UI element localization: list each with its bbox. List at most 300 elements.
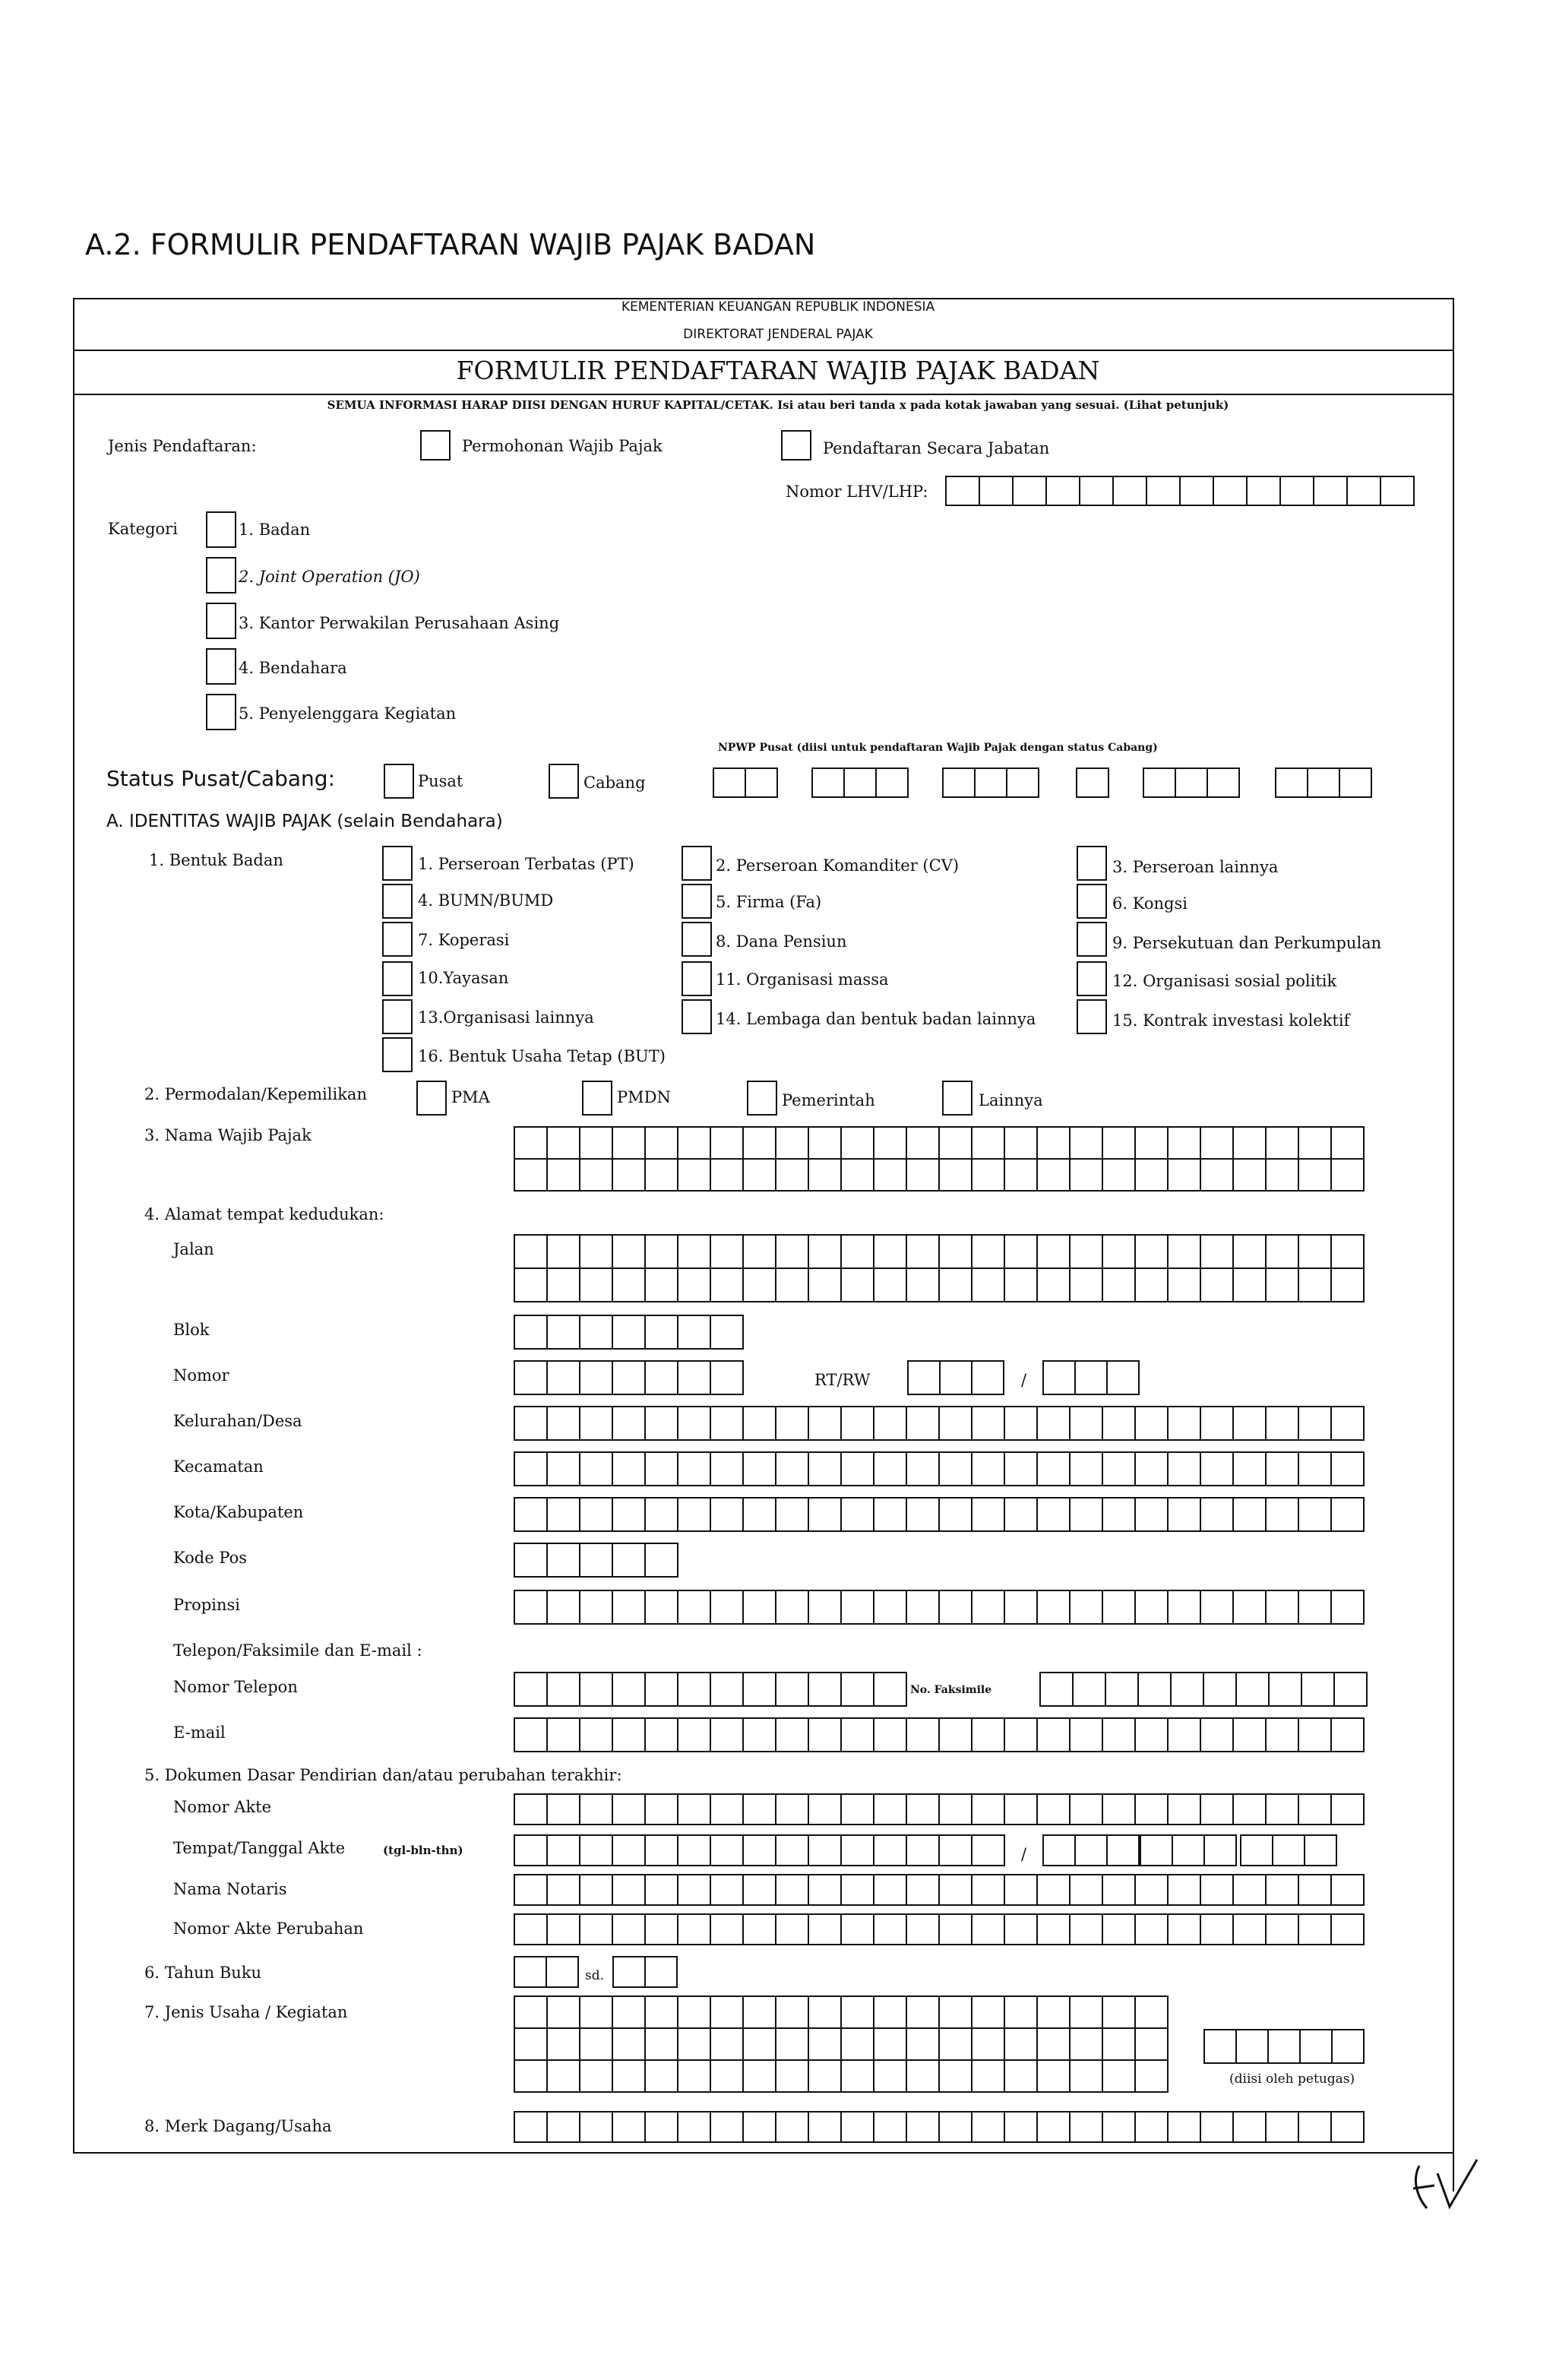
char-box[interactable] [1298, 1874, 1332, 1906]
char-box[interactable] [775, 1126, 809, 1160]
char-box[interactable] [742, 1672, 776, 1707]
char-box[interactable] [840, 2111, 874, 2143]
jalan-input[interactable] [514, 1234, 1363, 1301]
char-box[interactable] [938, 1717, 972, 1752]
char-box[interactable] [710, 1158, 744, 1192]
char-box[interactable] [644, 1126, 678, 1160]
char-box[interactable] [710, 2059, 744, 2093]
char-box[interactable] [1304, 1834, 1337, 1866]
char-box[interactable] [1200, 1406, 1234, 1441]
char-box[interactable] [546, 1234, 580, 1269]
char-box[interactable] [938, 1874, 972, 1906]
char-box[interactable] [971, 1406, 1005, 1441]
char-box[interactable] [906, 1451, 940, 1486]
faksimile-input[interactable] [1039, 1672, 1366, 1707]
char-box[interactable] [1069, 1497, 1103, 1532]
char-box[interactable] [677, 2027, 711, 2061]
char-box[interactable] [612, 1451, 646, 1486]
char-box[interactable] [971, 1234, 1005, 1269]
char-box[interactable] [742, 1995, 776, 2029]
char-box[interactable] [906, 1268, 940, 1302]
pusat-checkbox[interactable] [384, 764, 414, 799]
char-box[interactable] [775, 1406, 809, 1441]
char-box[interactable] [873, 1793, 907, 1825]
char-box[interactable] [840, 1672, 874, 1707]
char-box[interactable] [1380, 476, 1415, 506]
char-box[interactable] [1134, 1497, 1169, 1532]
char-box[interactable] [1134, 1913, 1169, 1945]
char-box[interactable] [1232, 1590, 1267, 1625]
char-box[interactable] [1200, 1874, 1234, 1906]
char-box[interactable] [514, 1913, 548, 1945]
tanggal-akte-year[interactable] [1240, 1834, 1336, 1866]
char-box[interactable] [514, 2111, 548, 2143]
char-box[interactable] [1298, 2111, 1332, 2143]
char-box[interactable] [1006, 767, 1039, 798]
char-box[interactable] [1232, 1793, 1267, 1825]
char-box[interactable] [579, 1406, 613, 1441]
char-box[interactable] [938, 1590, 972, 1625]
char-box[interactable] [579, 2111, 613, 2143]
kodepos-input[interactable] [514, 1543, 677, 1578]
char-box[interactable] [1313, 476, 1348, 506]
char-box[interactable] [1232, 1158, 1267, 1192]
char-box[interactable] [579, 1913, 613, 1945]
char-box[interactable] [1203, 2029, 1237, 2064]
char-box[interactable] [1036, 1717, 1071, 1752]
char-box[interactable] [1232, 1126, 1267, 1160]
char-box[interactable] [612, 1995, 646, 2029]
char-box[interactable] [938, 1451, 972, 1486]
char-box[interactable] [1200, 2111, 1234, 2143]
char-box[interactable] [677, 2111, 711, 2143]
char-box[interactable] [1298, 1793, 1332, 1825]
char-box[interactable] [1330, 1268, 1365, 1302]
char-box[interactable] [1298, 1451, 1332, 1486]
char-box[interactable] [1036, 1590, 1071, 1625]
kecamatan-input[interactable] [514, 1451, 1363, 1486]
char-box[interactable] [742, 1234, 776, 1269]
kategori-checkbox-1[interactable] [206, 511, 236, 548]
char-box[interactable] [906, 1158, 940, 1192]
char-box[interactable] [612, 2027, 646, 2061]
char-box[interactable] [840, 1874, 874, 1906]
char-box[interactable] [677, 1268, 711, 1302]
char-box[interactable] [677, 2059, 711, 2093]
char-box[interactable] [971, 2111, 1005, 2143]
char-box[interactable] [1265, 1497, 1299, 1532]
char-box[interactable] [514, 1956, 547, 1988]
char-box[interactable] [546, 1793, 580, 1825]
char-box[interactable] [579, 1717, 613, 1752]
char-box[interactable] [514, 1793, 548, 1825]
npwp-pusat-segment-4[interactable] [1076, 767, 1108, 798]
char-box[interactable] [873, 1834, 907, 1866]
char-box[interactable] [1330, 1126, 1365, 1160]
char-box[interactable] [644, 1717, 678, 1752]
char-box[interactable] [1112, 476, 1147, 506]
char-box[interactable] [1004, 1451, 1038, 1486]
char-box[interactable] [775, 1158, 809, 1192]
char-box[interactable] [710, 1406, 744, 1441]
char-box[interactable] [546, 1913, 580, 1945]
char-box[interactable] [1298, 1268, 1332, 1302]
permohonan-checkbox[interactable] [420, 430, 451, 460]
char-box[interactable] [1235, 1672, 1270, 1707]
char-box[interactable] [644, 1451, 678, 1486]
char-box[interactable] [1004, 1126, 1038, 1160]
char-box[interactable] [1105, 1672, 1139, 1707]
char-box[interactable] [938, 1995, 972, 2029]
char-box[interactable] [710, 1315, 744, 1350]
char-box[interactable] [1004, 1268, 1038, 1302]
char-box[interactable] [579, 1497, 613, 1532]
char-box[interactable] [1069, 1793, 1103, 1825]
char-box[interactable] [1330, 1158, 1365, 1192]
bentuk-badan-checkbox-1[interactable] [382, 846, 413, 881]
char-box[interactable] [644, 1497, 678, 1532]
char-box[interactable] [546, 1590, 580, 1625]
char-box[interactable] [1265, 1913, 1299, 1945]
char-box[interactable] [1069, 1913, 1103, 1945]
char-box[interactable] [873, 1995, 907, 2029]
char-box[interactable] [1175, 767, 1208, 798]
char-box[interactable] [644, 1590, 678, 1625]
char-box[interactable] [840, 1497, 874, 1532]
char-box[interactable] [677, 1995, 711, 2029]
char-box[interactable] [1106, 1834, 1140, 1866]
char-box[interactable] [546, 1497, 580, 1532]
char-box[interactable] [546, 1834, 580, 1866]
char-box[interactable] [840, 1793, 874, 1825]
char-box[interactable] [808, 1497, 842, 1532]
char-box[interactable] [1330, 1717, 1365, 1752]
char-box[interactable] [1102, 1158, 1136, 1192]
char-box[interactable] [1036, 1874, 1071, 1906]
char-box[interactable] [514, 1834, 548, 1866]
char-box[interactable] [1167, 1126, 1201, 1160]
char-box[interactable] [840, 2059, 874, 2093]
char-box[interactable] [1172, 1834, 1205, 1866]
char-box[interactable] [742, 1451, 776, 1486]
char-box[interactable] [612, 1672, 646, 1707]
char-box[interactable] [938, 2027, 972, 2061]
char-box[interactable] [873, 1874, 907, 1906]
char-box[interactable] [514, 2059, 548, 2093]
char-box[interactable] [1137, 1672, 1172, 1707]
kategori-checkbox-2[interactable] [206, 557, 236, 593]
email-input[interactable] [514, 1717, 1363, 1752]
char-box[interactable] [1036, 2111, 1071, 2143]
char-box[interactable] [579, 1158, 613, 1192]
bentuk-badan-checkbox-13[interactable] [382, 999, 413, 1034]
char-box[interactable] [579, 1834, 613, 1866]
char-box[interactable] [1004, 2059, 1038, 2093]
tahun-buku-end[interactable] [612, 1956, 676, 1988]
char-box[interactable] [775, 1672, 809, 1707]
char-box[interactable] [1069, 1451, 1103, 1486]
char-box[interactable] [677, 1874, 711, 1906]
char-box[interactable] [840, 1158, 874, 1192]
char-box[interactable] [971, 1451, 1005, 1486]
char-box[interactable] [644, 1268, 678, 1302]
char-box[interactable] [1299, 2029, 1333, 2064]
char-box[interactable] [1167, 1913, 1201, 1945]
char-box[interactable] [1279, 476, 1314, 506]
blok-input[interactable] [514, 1315, 742, 1350]
char-box[interactable] [612, 1590, 646, 1625]
char-box[interactable] [875, 767, 909, 798]
char-box[interactable] [644, 1543, 678, 1578]
char-box[interactable] [906, 1717, 940, 1752]
char-box[interactable] [742, 1268, 776, 1302]
char-box[interactable] [1069, 2027, 1103, 2061]
char-box[interactable] [906, 1793, 940, 1825]
char-box[interactable] [942, 767, 976, 798]
char-box[interactable] [1102, 1497, 1136, 1532]
char-box[interactable] [840, 1590, 874, 1625]
char-box[interactable] [1167, 1717, 1201, 1752]
char-box[interactable] [979, 476, 1014, 506]
char-box[interactable] [644, 2059, 678, 2093]
char-box[interactable] [775, 1590, 809, 1625]
char-box[interactable] [1004, 1793, 1038, 1825]
char-box[interactable] [1298, 1717, 1332, 1752]
char-box[interactable] [1069, 2111, 1103, 2143]
char-box[interactable] [775, 2027, 809, 2061]
char-box[interactable] [612, 1234, 646, 1269]
char-box[interactable] [644, 2027, 678, 2061]
char-box[interactable] [713, 767, 746, 798]
char-box[interactable] [1134, 2059, 1169, 2093]
char-box[interactable] [514, 1497, 548, 1532]
char-box[interactable] [546, 1672, 580, 1707]
char-box[interactable] [1102, 1995, 1136, 2029]
char-box[interactable] [514, 2027, 548, 2061]
char-box[interactable] [1004, 1590, 1038, 1625]
char-box[interactable] [546, 1158, 580, 1192]
char-box[interactable] [710, 1834, 744, 1866]
char-box[interactable] [971, 1874, 1005, 1906]
char-box[interactable] [1267, 2029, 1301, 2064]
char-box[interactable] [1102, 2111, 1136, 2143]
char-box[interactable] [1079, 476, 1114, 506]
char-box[interactable] [514, 1995, 548, 2029]
char-box[interactable] [1036, 2059, 1071, 2093]
char-box[interactable] [971, 1497, 1005, 1532]
char-box[interactable] [1330, 2111, 1365, 2143]
char-box[interactable] [971, 1717, 1005, 1752]
char-box[interactable] [1232, 1874, 1267, 1906]
char-box[interactable] [742, 1497, 776, 1532]
char-box[interactable] [1265, 1590, 1299, 1625]
char-box[interactable] [906, 1234, 940, 1269]
char-box[interactable] [1036, 1126, 1071, 1160]
char-box[interactable] [974, 767, 1007, 798]
char-box[interactable] [1272, 1834, 1305, 1866]
char-box[interactable] [840, 1834, 874, 1866]
char-box[interactable] [710, 1451, 744, 1486]
char-box[interactable] [1232, 1497, 1267, 1532]
char-box[interactable] [808, 1590, 842, 1625]
char-box[interactable] [1102, 1913, 1136, 1945]
bentuk-badan-checkbox-2[interactable] [682, 846, 712, 881]
char-box[interactable] [612, 2059, 646, 2093]
char-box[interactable] [873, 1268, 907, 1302]
char-box[interactable] [938, 1497, 972, 1532]
char-box[interactable] [1265, 1717, 1299, 1752]
char-box[interactable] [1134, 1717, 1169, 1752]
char-box[interactable] [579, 1268, 613, 1302]
char-box[interactable] [1330, 1497, 1365, 1532]
char-box[interactable] [514, 1268, 548, 1302]
char-box[interactable] [938, 2111, 972, 2143]
char-box[interactable] [710, 1672, 744, 1707]
char-box[interactable] [873, 1126, 907, 1160]
char-box[interactable] [1102, 1406, 1136, 1441]
char-box[interactable] [1069, 1158, 1103, 1192]
bentuk-badan-checkbox-10[interactable] [382, 961, 413, 996]
char-box[interactable] [579, 1451, 613, 1486]
char-box[interactable] [1265, 2111, 1299, 2143]
char-box[interactable] [1102, 1590, 1136, 1625]
npwp-pusat-segment-3[interactable] [942, 767, 1038, 798]
char-box[interactable] [1207, 767, 1240, 798]
char-box[interactable] [971, 2059, 1005, 2093]
char-box[interactable] [579, 1672, 613, 1707]
char-box[interactable] [1134, 1268, 1169, 1302]
char-box[interactable] [1134, 1874, 1169, 1906]
char-box[interactable] [1232, 1913, 1267, 1945]
char-box[interactable] [1200, 1793, 1234, 1825]
char-box[interactable] [546, 1406, 580, 1441]
char-box[interactable] [677, 1834, 711, 1866]
char-box[interactable] [1330, 1793, 1365, 1825]
char-box[interactable] [1298, 1126, 1332, 1160]
char-box[interactable] [1004, 2111, 1038, 2143]
char-box[interactable] [971, 1793, 1005, 1825]
char-box[interactable] [906, 1497, 940, 1532]
char-box[interactable] [514, 1315, 548, 1350]
char-box[interactable] [612, 1268, 646, 1302]
char-box[interactable] [840, 1717, 874, 1752]
bentuk-badan-checkbox-9[interactable] [1077, 922, 1107, 957]
char-box[interactable] [1200, 1497, 1234, 1532]
char-box[interactable] [742, 2059, 776, 2093]
char-box[interactable] [775, 1451, 809, 1486]
char-box[interactable] [742, 2111, 776, 2143]
char-box[interactable] [710, 1717, 744, 1752]
char-box[interactable] [1102, 1451, 1136, 1486]
char-box[interactable] [938, 1158, 972, 1192]
char-box[interactable] [710, 1995, 744, 2029]
char-box[interactable] [1339, 767, 1372, 798]
char-box[interactable] [938, 1913, 972, 1945]
pemerintah-checkbox[interactable] [747, 1081, 777, 1116]
char-box[interactable] [1069, 1268, 1103, 1302]
nomor-akte-input[interactable] [514, 1793, 1363, 1825]
char-box[interactable] [612, 1543, 646, 1578]
cabang-checkbox[interactable] [549, 764, 579, 799]
char-box[interactable] [514, 1406, 548, 1441]
merk-input[interactable] [514, 2111, 1363, 2143]
jenis-usaha-input[interactable] [514, 1995, 1167, 2091]
char-box[interactable] [1167, 1497, 1201, 1532]
char-box[interactable] [1268, 1672, 1302, 1707]
char-box[interactable] [579, 1793, 613, 1825]
char-box[interactable] [579, 1126, 613, 1160]
char-box[interactable] [1134, 2111, 1169, 2143]
pma-checkbox[interactable] [416, 1081, 447, 1116]
char-box[interactable] [677, 1360, 711, 1395]
char-box[interactable] [677, 1590, 711, 1625]
char-box[interactable] [1146, 476, 1181, 506]
char-box[interactable] [710, 1913, 744, 1945]
char-box[interactable] [677, 1717, 711, 1752]
char-box[interactable] [644, 1406, 678, 1441]
bentuk-badan-checkbox-14[interactable] [682, 999, 712, 1034]
char-box[interactable] [710, 1268, 744, 1302]
char-box[interactable] [677, 1158, 711, 1192]
char-box[interactable] [938, 1793, 972, 1825]
char-box[interactable] [808, 1913, 842, 1945]
char-box[interactable] [1039, 1672, 1074, 1707]
char-box[interactable] [938, 2059, 972, 2093]
char-box[interactable] [1200, 1717, 1234, 1752]
char-box[interactable] [514, 1874, 548, 1906]
char-box[interactable] [1203, 1672, 1237, 1707]
char-box[interactable] [546, 1874, 580, 1906]
char-box[interactable] [1004, 1874, 1038, 1906]
char-box[interactable] [775, 1793, 809, 1825]
char-box[interactable] [1232, 1406, 1267, 1441]
bentuk-badan-checkbox-4[interactable] [382, 884, 413, 919]
char-box[interactable] [546, 1543, 580, 1578]
lainnya-checkbox[interactable] [942, 1081, 972, 1116]
char-box[interactable] [945, 476, 980, 506]
char-box[interactable] [1072, 1672, 1106, 1707]
char-box[interactable] [742, 1834, 776, 1866]
char-box[interactable] [710, 1793, 744, 1825]
char-box[interactable] [840, 1234, 874, 1269]
char-box[interactable] [906, 1913, 940, 1945]
char-box[interactable] [1076, 767, 1109, 798]
char-box[interactable] [1036, 1793, 1071, 1825]
char-box[interactable] [546, 1126, 580, 1160]
char-box[interactable] [710, 1590, 744, 1625]
char-box[interactable] [742, 2027, 776, 2061]
char-box[interactable] [1069, 1406, 1103, 1441]
char-box[interactable] [1004, 1717, 1038, 1752]
char-box[interactable] [710, 1126, 744, 1160]
char-box[interactable] [1265, 1158, 1299, 1192]
char-box[interactable] [546, 1717, 580, 1752]
char-box[interactable] [971, 1913, 1005, 1945]
char-box[interactable] [1265, 1406, 1299, 1441]
char-box[interactable] [1167, 1874, 1201, 1906]
kode-klu-input[interactable] [1203, 2029, 1363, 2064]
char-box[interactable] [971, 1834, 1005, 1866]
char-box[interactable] [873, 1451, 907, 1486]
char-box[interactable] [971, 1360, 1004, 1395]
char-box[interactable] [1036, 1451, 1071, 1486]
char-box[interactable] [1069, 1590, 1103, 1625]
char-box[interactable] [907, 1360, 941, 1395]
char-box[interactable] [710, 1234, 744, 1269]
char-box[interactable] [775, 1995, 809, 2029]
bentuk-badan-checkbox-11[interactable] [682, 961, 712, 996]
kelurahan-input[interactable] [514, 1406, 1363, 1441]
